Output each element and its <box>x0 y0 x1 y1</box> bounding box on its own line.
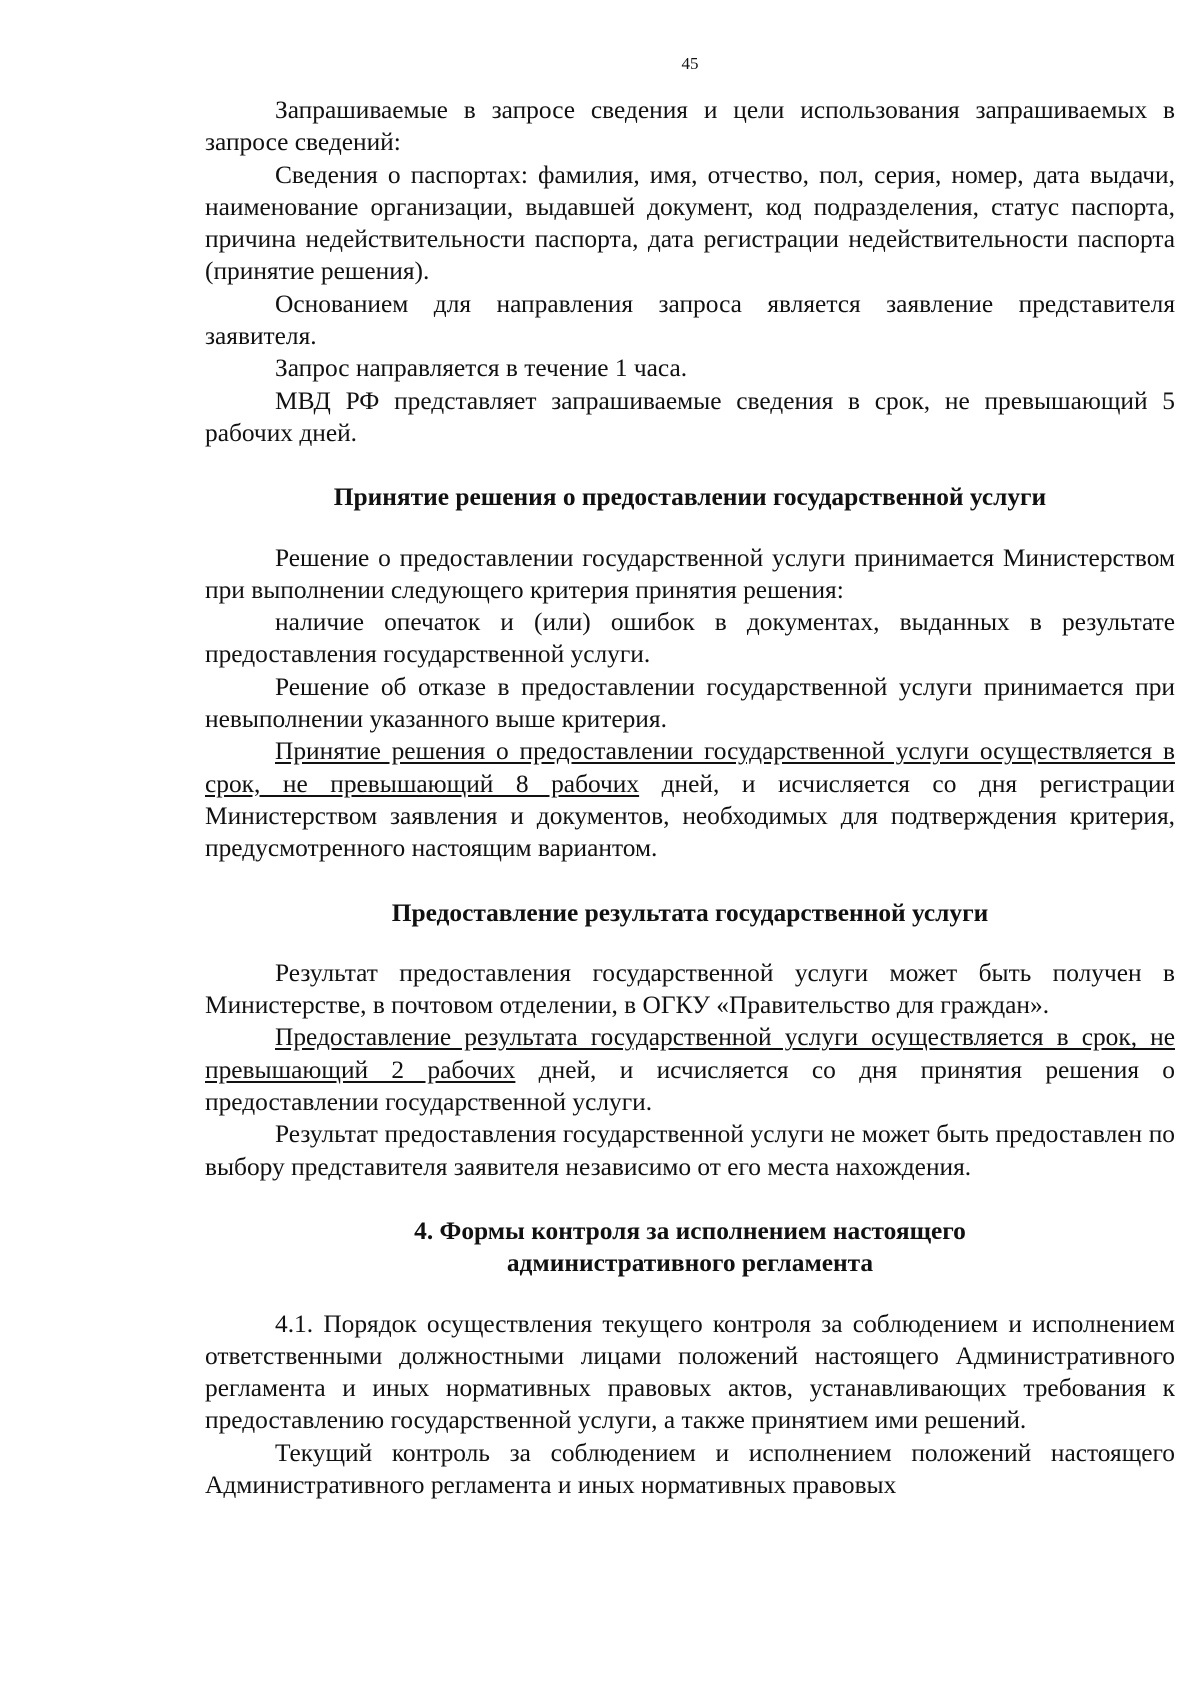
paragraph-mvd-term: МВД РФ представляет запрашиваемые сведения в срок, не превышающий 5 рабочих дней. <box>205 386 1175 447</box>
heading-decision: Принятие решения о предоставлении государственной услуги <box>333 483 1047 512</box>
paragraph-result-place: Результат предоставления государственной услуги может быть получен в Министерстве, в почтовом отделении, в ОГКУ «Правительство для граждан». <box>205 958 1175 1020</box>
paragraph-current-control: Текущий контроль за соблюдением и исполнением положений настоящего Административного регламента и иных нормативных правовых <box>205 1438 1175 1499</box>
heading-section-4-line2: административного регламента <box>506 1249 874 1278</box>
paragraph-request-time: Запрос направляется в течение 1 часа. <box>275 354 688 383</box>
paragraph-criterion-typos: наличие опечаток и (или) ошибок в документах, выданных в результате предоставления государственной услуги. <box>205 608 1175 669</box>
heading-result: Предоставление результата государственной услуги <box>391 898 989 927</box>
heading-section-4 <box>205 1215 1175 1280</box>
paragraph-request-basis: Основанием для направления запроса является заявление представителя заявителя. <box>205 289 1175 351</box>
paragraph-4-1: 4.1. Порядок осуществления текущего контроля за соблюдением и исполнением ответственными должностными лицами положений настоящего Административного регламента и иных нормативных правовых актов, устанавливающих требования к предоставлению государственной услуги, а также принятием ими решений. <box>205 1309 1175 1435</box>
paragraph-result-choice: Результат предоставления государственной услуги не может быть предоставлен по выбору представителя заявителя независимо от его места нахождения. <box>205 1120 1175 1181</box>
paragraph-requested-info: Запрашиваемые в запросе сведения и цели использования запрашиваемых в запросе сведений: <box>205 96 1175 157</box>
paragraph-result-term <box>205 1021 1175 1118</box>
heading-section-4-line1: 4. Формы контроля за исполнением настоящего <box>414 1216 966 1245</box>
page-number: 45 <box>681 54 699 73</box>
paragraph-refusal: Решение об отказе в предоставлении государственной услуги принимается при невыполнении указанного выше критерия. <box>205 672 1175 734</box>
paragraph-passport-info: Сведения о паспортах: фамилия, имя, отчество, пол, серия, номер, дата выдачи, наименование организации, выдавшей документ, код подразделения, статус паспорта, причина недействительности паспорта, дата регистрации недействительности паспорта (принятие решения). <box>205 160 1175 286</box>
document-page <box>205 52 1175 1501</box>
underlined-result-term: Предоставление результата государственной услуги осуществляется в срок, не превышающий 2 рабочих <box>205 1023 1175 1084</box>
paragraph-decision-term <box>205 735 1175 864</box>
underlined-decision-term: Принятие решения о предоставлении государственной услуги осуществляется в срок, не превышающий 8 рабочих <box>205 737 1175 798</box>
decision-term-rest: дней, и исчисляется со дня регистрации Министерством заявления и документов, необходимых для подтверждения критерия, предусмотренного настоящим вариантом. <box>205 769 1176 863</box>
result-term-rest: дней, и исчисляется со дня принятия решения о предоставлении государственной услуги. <box>205 1055 1175 1117</box>
paragraph-decision-criterion: Решение о предоставлении государственной услуги принимается Министерством при выполнении следующего критерия принятия решения: <box>205 543 1175 604</box>
